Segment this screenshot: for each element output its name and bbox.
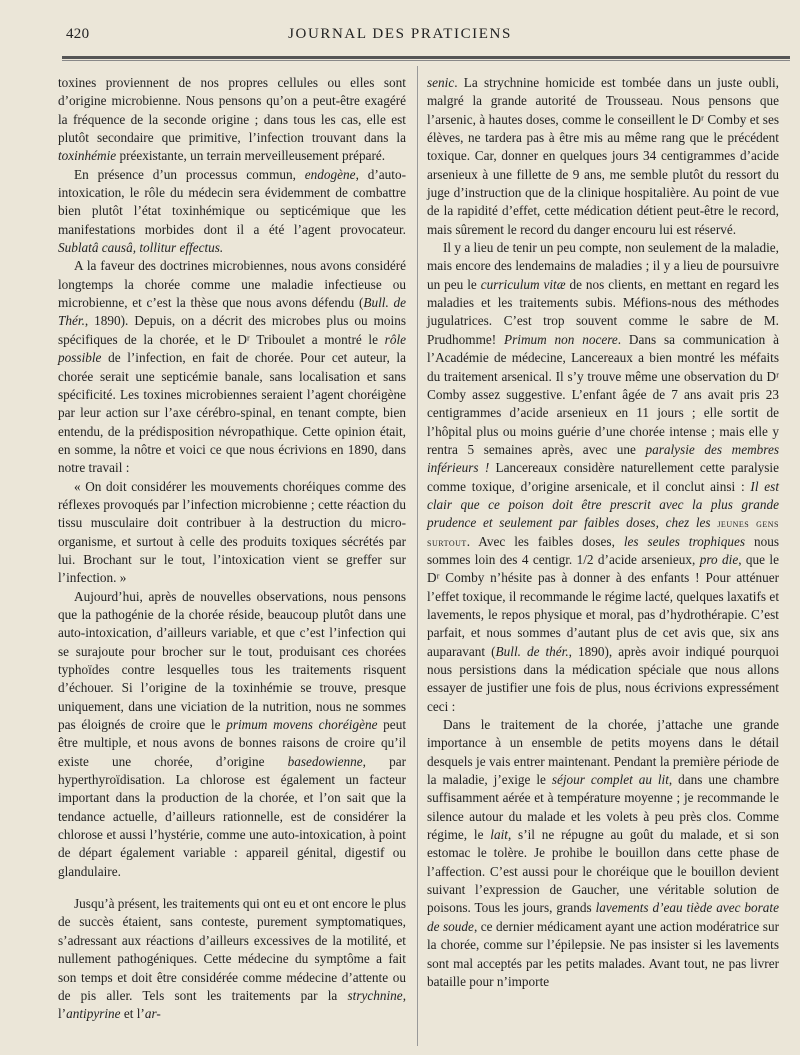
column-divider — [417, 66, 418, 1046]
header-rule — [62, 56, 790, 59]
running-title: JOURNAL DES PRATICIENS — [288, 26, 512, 42]
quotation: « On doit considérer les mouvements choréiques comme des réflexes provoqués par l’infection microbienne ; cette réaction du tissu musculaire doit contribuer à la destruction du micro-organisme, et surtout à celle des produits toxiques sécrétés par lui. Brochant sur le tout, l’intoxication vient se greffer sur l’infection. » — [58, 478, 406, 586]
paragraph: Aujourd’hui, après de nouvelles observations, nous pensons que la pathogénie de la chorée réside, beaucoup plutôt dans une auto-intoxication, d’ailleurs variable, et que c’est l’infection qui se surajoute pour brocher sur le tout, produisant ces chorées typhoïdes contre lesquelles tous les traitements risquent d’échouer. Si l’origine de la toxinhémie se trouve, presque uniquement, dans une viciation de la nutrition, nous ne sommes pas éloignés de croire que le primum movens choréigène peut être multiple, et nous avons de bonnes raisons de croire qu’il existe une chorée, d’origine basedowienne, par hyperthyroïdisation. La chlorose est également un facteur important dans la production de la chorée, et l’on sait que la tendance actuelle, d’ailleurs rationnelle, est de considérer la chlorose et aussi l’hystérie, comme une auto-intoxication, à point de départ également variable : appareil génital, digestif ou glandulaire. — [58, 588, 406, 879]
header-rule-thin — [62, 60, 790, 61]
paragraph: Jusqu’à présent, les traitements qui ont eu et ont encore le plus de succès étaient, sans conteste, purement symptomatiques, s’adressant aux réactions d’ailleurs excessives de la motilité, et nullement pathogéniques. Cette médecine du symptôme a fait son temps et doit être considérée comme médecine d’attente ou de pis aller. Tels sont les traitements par la strychnine, l’antipyrine et l’ar- — [58, 896, 406, 1022]
paragraph: En présence d’un processus commun, endogène, d’auto-intoxication, le rôle du médecin sera évidemment de combattre bien plutôt l’état toxinhémique ou septicémique que les manifestations morbides dont il a été l’agent provocateur. Sublatâ causâ, tollitur effectus. — [58, 166, 406, 256]
right-column — [427, 74, 779, 991]
paragraph: toxines proviennent de nos propres cellules ou elles sont d’origine microbienne. Nous pensons qu’on a peut-être exagéré la fréquence de la seconde origine ; dans tous les cas, elle est plutôt secondaire que primitive, l’infection trouvant dans la toxinhémie préexistante, un terrain merveilleusement préparé. — [58, 75, 406, 164]
paragraph: senic. La strychnine homicide est tombée dans un juste oubli, malgré la grande autorité de Trousseau. Nous pensons que l’arsenic, à hautes doses, comme le conseillent le Dʳ Comby et ses élèves, ne tardera pas à être mis au même rang que le précédent toxique. Car, donner en quelques jours 34 centigrammes d’acide arsenieux à une fillette de 9 ans, me semble plutôt du ressort du juge d’instruction que de la clinique hospitalière. Au point de vue de la rapidité d’effet, cette médication détient peut-être le record, mais sûrement le record du danger encouru lui est réservé. — [427, 75, 779, 237]
left-column — [58, 74, 406, 1024]
paragraph: Il y a lieu de tenir un peu compte, non seulement de la maladie, mais encore des lendemains de maladies ; il y a lieu de poursuivre un peu le curriculum vitæ de nos clients, en mettant en regard les maladies et les traitements subis. Méfions-nous des méthodes jugulatrices. C’est trop souvent comme le sabre de M. Prudhomme! Primum non nocere. Dans sa communication à l’Académie de médecine, Lancereaux a bien montré les méfaits du traitement arsenical. Il s’y trouve même une observation du Dʳ Comby assez suggestive. L’enfant âgée de 7 ans avait pris 23 centigrammes d’acide arsenieux en 11 jours ; elle sortit de l’hôpital plus ou moins guérie d’une chorée intense ; mais elle y rentra 5 semaines après, avec une paralysie des membres inférieurs ! Lancereaux considère naturellement cette paralysie comme toxique, d’origine arsenicale, et il conclut ainsi : Il est clair que ce poison doit être prescrit avec la plus grande prudence et seulement par faibles doses, chez les jeunes gens surtout. Avec les faibles doses, les seules trophiques nous sommes loin des 4 centigr. 1/2 d’acide arsenieux, pro die, que le Dʳ Comby n’hésite pas à donner à des enfants ! Pour atténuer l’effet toxique, il recommande le régime lacté, quelques laxatifs et lavements, le repos physique et moral, pas d’hydrothérapie. C’est parfait, et nous sommes d’autant plus de cet avis que, six ans auparavant (Bull. de thér., 1890), après avoir indiqué pourquoi nous persistions dans la médication spéciale que nous allons essayer de justifier une fois de plus, nous écrivions expressément ceci : — [427, 240, 780, 714]
paragraph: A la faveur des doctrines microbiennes, nous avons considéré longtemps la chorée comme une maladie infectieuse ou microbienne, et c’est la thèse que nous avons défendu (Bull. de Thér., 1890). Depuis, on a décrit des microbes plus ou moins spécifiques de la chorée, et le Dʳ Triboulet a montré le rôle possible de l’infection, en fait de chorée. Pour cet auteur, la chorée serait une septicémie banale, sans localisation et sans spécificité. Les toxines microbiennes seraient l’agent choréigène par leur action sur l’axe cérébro-spinal, en tenant compte, bien entendu, de la prédisposition névropathique. Cette opinion était, en somme, la nôtre et voici ce que nous écrivions en 1890, dans notre travail : — [58, 258, 406, 476]
page-number: 420 — [66, 26, 90, 42]
paragraph: Dans le traitement de la chorée, j’attache une grande importance à un ensemble de petits moyens dans le détail desquels je vais entrer maintenant. Pendant la première période de la maladie, j’exige le séjour complet au lit, dans une chambre suffisamment aérée et à température moyenne ; je recommande le silence autour du malade et les volets à peu près clos. Comme régime, le lait, s’il ne répugne au goût du malade, et si son estomac le tolère. Je prohibe le bouillon dans cette phase de l’affection. C’est aussi pour le choréique que le bouillon devient suivant l’expression de Gaucher, une véritable solution de poisons. Tous les jours, grands lavements d’eau tiède avec borate de soude, ce dernier médicament ayant une action modératrice sur la chorée, comme sur l’épilepsie. Ne pas insister si les lavements sont mal acceptés par les petits malades. Avant tout, ne pas livrer bataille pour n’importe — [427, 717, 779, 989]
